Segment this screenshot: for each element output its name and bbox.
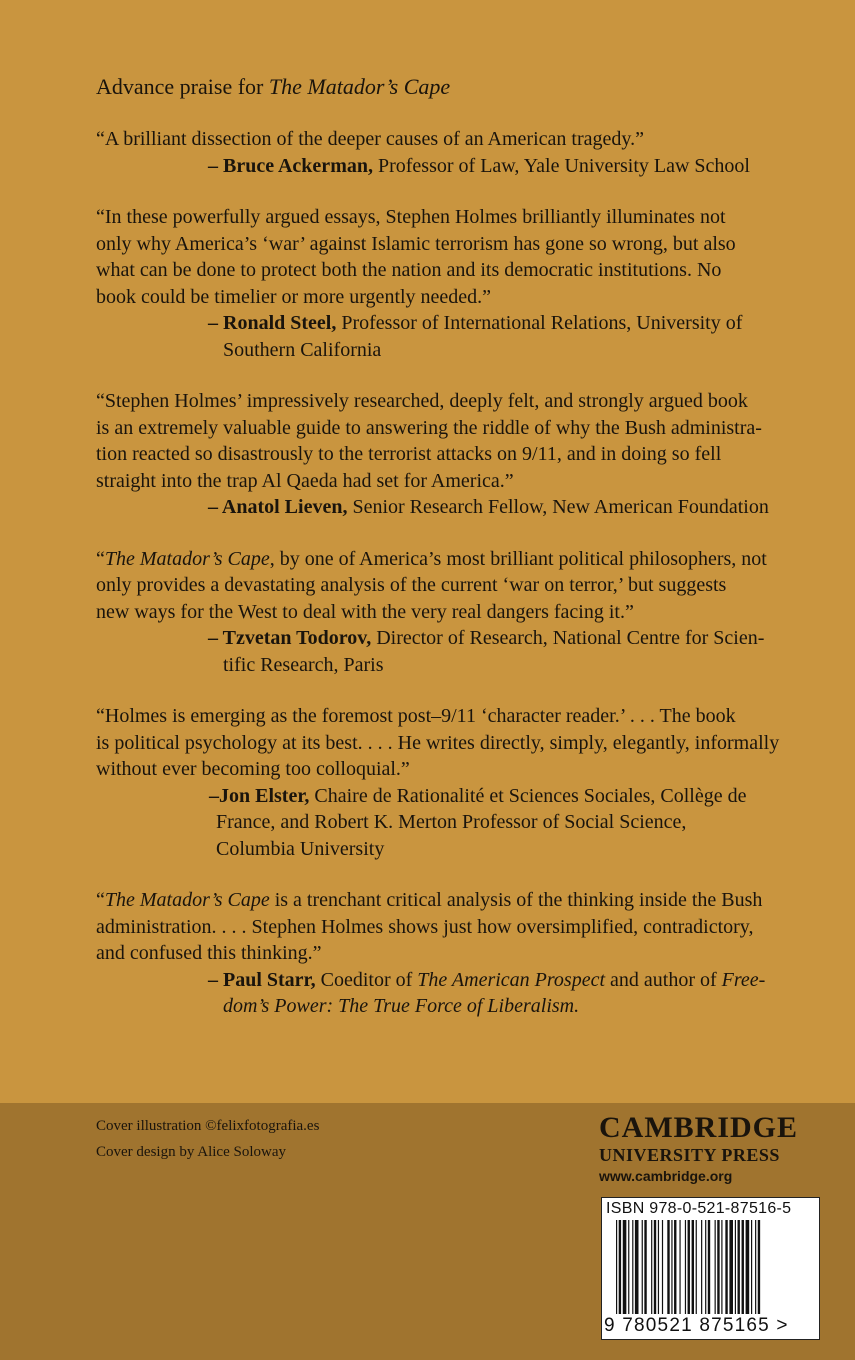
quote-attribution xyxy=(96,967,826,1020)
barcode-bar xyxy=(746,1220,750,1314)
book-title: dom’s Power: The True Force of Liberalism. xyxy=(223,995,580,1017)
quote-line: is political psychology at its best. . . . He writes directly, simply, elegantly, informally xyxy=(96,731,780,754)
barcode-bar xyxy=(738,1220,740,1314)
quote-text xyxy=(96,703,826,783)
quote-line: new ways for the West to deal with the very real dangers facing it.” xyxy=(96,600,634,623)
barcode-bar xyxy=(685,1220,686,1314)
barcode-digits: 9 780521 875165 > xyxy=(604,1315,789,1336)
illustration-credit: Cover illustration ©felixfotografia.es xyxy=(96,1118,320,1134)
barcode-bar xyxy=(679,1220,680,1314)
barcode-bar xyxy=(654,1220,656,1314)
quote-text xyxy=(96,388,826,494)
barcode-bar xyxy=(632,1220,633,1314)
book-title: Free- xyxy=(721,968,766,991)
barcode-bar xyxy=(721,1220,722,1314)
praise-heading xyxy=(96,70,826,104)
author-affiliation: Coeditor of xyxy=(315,968,418,991)
quote-text xyxy=(96,546,826,626)
barcode-bar xyxy=(717,1220,719,1314)
barcode-bar xyxy=(705,1220,706,1314)
quote-book-title: The Matador’s Cape xyxy=(104,889,270,911)
quote-steel xyxy=(96,204,826,363)
quote-author: – Paul Starr, xyxy=(208,968,316,991)
barcode-bar xyxy=(658,1220,659,1314)
quote-text: “A brilliant dissection of the deeper causes of an American tragedy.” xyxy=(96,128,644,150)
quote-line: book could be timelier or more urgently needed.” xyxy=(96,285,492,308)
barcode-bar xyxy=(708,1220,710,1314)
barcode-bar xyxy=(674,1220,676,1314)
barcode-bar xyxy=(662,1220,663,1314)
publisher-name: CAMBRIDGE xyxy=(599,1111,799,1144)
design-credit: Cover design by Alice Soloway xyxy=(96,1144,286,1160)
publication-title: The American Prospect xyxy=(417,968,606,991)
barcode-bar xyxy=(642,1220,643,1314)
quote-author: –Jon Elster, xyxy=(209,784,310,807)
barcode-bar xyxy=(742,1220,744,1314)
author-affiliation: Director of Research, National Centre for Scien- xyxy=(371,627,765,649)
author-affiliation: France, and Robert K. Merton Professor of Social Science, xyxy=(216,811,687,833)
barcode-bar xyxy=(755,1220,756,1314)
quote-ackerman xyxy=(96,126,826,179)
author-affiliation: tific Research, Paris xyxy=(223,653,384,676)
barcode-bar xyxy=(715,1220,716,1314)
quote-author: – Tzvetan Todorov, xyxy=(208,627,372,649)
barcode-bar xyxy=(725,1220,727,1314)
author-affiliation: Professor of Law, Yale University Law School xyxy=(372,154,750,177)
barcode-bars-icon xyxy=(614,1220,810,1316)
isbn-barcode xyxy=(601,1197,820,1340)
quote-line: “ xyxy=(96,547,105,570)
barcode-bar xyxy=(688,1220,690,1314)
author-affiliation: Senior Research Fellow, New American Foundation xyxy=(347,496,769,518)
quote-attribution xyxy=(96,153,826,180)
quote-attribution xyxy=(96,310,826,363)
quote-attribution xyxy=(96,783,826,863)
barcode-bar xyxy=(729,1220,733,1314)
publisher-url: www.cambridge.org xyxy=(599,1168,733,1184)
quote-line: “In these powerfully argued essays, Stephen Holmes brilliantly illuminates not xyxy=(96,206,726,228)
quote-author: – Anatol Lieven, xyxy=(208,496,348,518)
quote-line: administration. . . . Stephen Holmes shows just how oversimplified, contradictory, xyxy=(96,915,754,938)
praise-section xyxy=(96,70,826,1045)
quote-line: what can be done to protect both the nation and its democratic institutions. No xyxy=(96,259,722,281)
barcode-bar xyxy=(616,1220,617,1314)
author-affiliation: Columbia University xyxy=(216,837,385,860)
quote-line: tion reacted so disastrously to the terrorist attacks on 9/11, and in doing so fell xyxy=(96,443,722,465)
quote-line: , by one of America’s most brilliant political philosophers, not xyxy=(269,547,767,570)
quote-line: “Holmes is emerging as the foremost post–9/11 ‘character reader.’ . . . The book xyxy=(96,705,736,727)
isbn-label: ISBN 978-0-521-87516-5 xyxy=(606,1200,792,1217)
barcode-bar xyxy=(701,1220,702,1314)
barcode-bar xyxy=(671,1220,672,1314)
quote-author: – Ronald Steel, xyxy=(208,312,337,334)
barcode-bar xyxy=(635,1220,639,1314)
barcode-bar xyxy=(651,1220,652,1314)
barcode-bar xyxy=(758,1220,760,1314)
quote-starr xyxy=(96,887,826,1020)
quote-line: is a trenchant critical analysis of the thinking inside the Bush xyxy=(269,889,763,911)
author-affiliation: Professor of International Relations, University of xyxy=(336,312,743,334)
footer-band xyxy=(0,1103,855,1360)
quote-line: straight into the trap Al Qaeda had set for America.” xyxy=(96,469,514,492)
barcode-bar xyxy=(644,1220,646,1314)
quote-text xyxy=(96,204,826,310)
quote-lieven xyxy=(96,388,826,521)
heading-book-title: The Matador’s Cape xyxy=(268,74,451,99)
barcode-bar xyxy=(628,1220,629,1314)
author-affiliation: Southern California xyxy=(223,338,382,361)
quote-line: and confused this thinking.” xyxy=(96,942,322,964)
barcode-bar xyxy=(692,1220,694,1314)
author-affiliation: Chaire de Rationalité et Sciences Sociales, Collège de xyxy=(309,784,747,807)
barcode-bar xyxy=(735,1220,736,1314)
barcode-bar xyxy=(696,1220,697,1314)
barcode-bar xyxy=(623,1220,627,1314)
quote-line: only why America’s ‘war’ against Islamic terrorism has gone so wrong, but also xyxy=(96,232,736,255)
barcode-bar xyxy=(619,1220,621,1314)
cover-credits xyxy=(96,1113,319,1165)
barcode-bar xyxy=(751,1220,752,1314)
quote-elster xyxy=(96,703,826,862)
quote-text xyxy=(96,887,826,967)
quote-todorov xyxy=(96,546,826,679)
heading-prefix: Advance praise for xyxy=(96,74,269,99)
publisher-subtitle: UNIVERSITY PRESS xyxy=(599,1145,780,1165)
quote-book-title: The Matador’s Cape xyxy=(104,547,270,570)
quote-attribution xyxy=(96,625,826,678)
quote-line: only provides a devastating analysis of the current ‘war on terror,’ but suggests xyxy=(96,574,727,596)
quote-line: is an extremely valuable guide to answering the riddle of why the Bush administra- xyxy=(96,416,762,439)
quote-line: without ever becoming too colloquial.” xyxy=(96,758,410,780)
quote-attribution xyxy=(96,494,826,521)
quote-line: “Stephen Holmes’ impressively researched, deeply felt, and strongly argued book xyxy=(96,390,748,412)
barcode-bar xyxy=(667,1220,669,1314)
quote-author: – Bruce Ackerman, xyxy=(208,154,373,177)
author-affiliation: and author of xyxy=(605,968,722,991)
publisher-logo xyxy=(599,1111,819,1187)
quote-line: “ xyxy=(96,889,105,911)
